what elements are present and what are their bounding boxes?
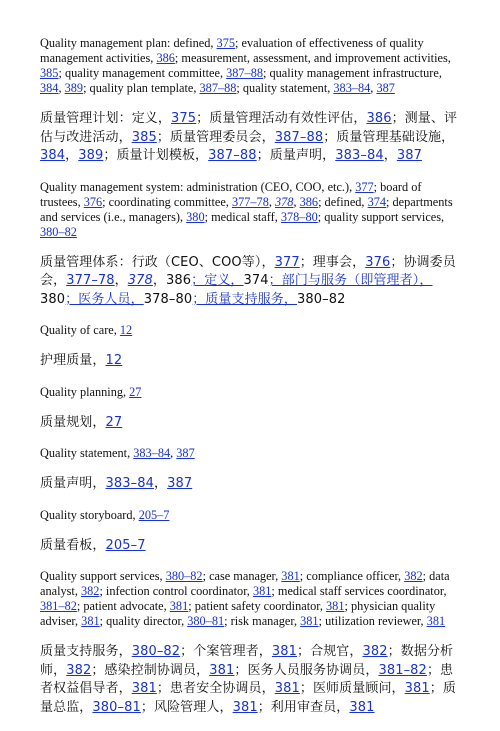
page-reference-link[interactable]: 389	[64, 81, 84, 95]
page-reference-link[interactable]: 386	[156, 51, 175, 65]
page-reference-link[interactable]: 205–7	[138, 507, 170, 522]
page-reference-link[interactable]: 378–80	[280, 209, 318, 224]
entry-text: ; quality statement,	[236, 81, 334, 95]
page-reference-link[interactable]: 377	[274, 254, 300, 270]
entry-text: ；数据分析师，	[40, 644, 454, 678]
page-reference-link[interactable]: 381	[169, 599, 189, 613]
entry-text: ; quality management committee,	[58, 66, 227, 80]
page-reference-link[interactable]: 27	[129, 384, 142, 399]
page-reference-link[interactable]: 380–81	[92, 699, 141, 715]
entry-text: ; data analyst,	[40, 569, 450, 598]
page-reference-link[interactable]: ；定义，	[191, 273, 244, 288]
entry-text: 380–82	[297, 291, 346, 307]
index-entry-en	[40, 508, 462, 523]
page-reference-link[interactable]: 381	[232, 699, 258, 715]
entry-text: ,	[370, 81, 377, 95]
entry-text: ; quality support services,	[317, 209, 445, 224]
page-reference-link[interactable]: 385	[40, 66, 59, 80]
entry-text: 质量规划，	[40, 414, 106, 430]
entry-text: Quality management plan: defined,	[40, 36, 217, 50]
page-reference-link[interactable]: 387–88	[199, 81, 237, 95]
page-reference-link[interactable]: 382	[362, 644, 388, 659]
entry-text: Quality planning,	[40, 384, 130, 399]
entry-text: ；患者权益倡导者，	[40, 662, 454, 696]
entry-text: ; case manager,	[202, 569, 282, 583]
page-reference-link[interactable]: 381	[349, 699, 375, 715]
entry-text: Quality storyboard,	[40, 507, 139, 522]
page-reference-link[interactable]: 380–82	[40, 224, 77, 239]
page-reference-link[interactable]: 382	[80, 584, 100, 598]
page-reference-link[interactable]: 380	[186, 209, 205, 224]
page-reference-link[interactable]: 387	[396, 148, 422, 163]
page-reference-link[interactable]: 387–88	[208, 148, 257, 163]
entry-text: ；质量计划模板，	[103, 148, 209, 163]
entry-text: Quality statement,	[40, 446, 134, 460]
entry-text: ; utilization reviewer,	[318, 614, 427, 628]
page-reference-link[interactable]: 383–84	[335, 148, 384, 163]
page-reference-link[interactable]: 377–78	[66, 273, 115, 288]
page-reference-link[interactable]: 383–84	[133, 446, 171, 460]
page-reference-link[interactable]: 381	[281, 569, 300, 583]
page-reference-link[interactable]: ；部门与服务（即管理者），	[268, 273, 433, 288]
entry-text: ；质量管理活动有效性评估，	[196, 111, 367, 126]
entry-text: ；合规官，	[297, 644, 363, 659]
page-reference-link[interactable]: 12	[105, 353, 123, 368]
page-reference-link[interactable]: 387–88	[226, 66, 264, 80]
entry-text: ，	[114, 273, 128, 288]
page-reference-link[interactable]: 374	[367, 194, 387, 209]
entry-text: 374	[243, 273, 269, 288]
page-reference-link[interactable]: 380–82	[131, 644, 181, 659]
entry-text: ; board of trustees,	[40, 179, 422, 209]
entry-text: 质量管理体系：行政（CEO、COO等），	[40, 254, 275, 270]
entry-text: ; defined,	[318, 194, 368, 209]
entry-text: ；质量总监，	[40, 681, 456, 715]
page-reference-link[interactable]: 381	[252, 584, 272, 598]
entry-text: ; quality plan template,	[83, 81, 200, 95]
entry-text: ；风险管理人，	[140, 699, 233, 715]
index-entry-en	[40, 323, 462, 338]
page-reference-link[interactable]: 387	[167, 476, 193, 491]
entry-text: ,	[293, 194, 300, 209]
entry-text: ,	[58, 81, 65, 95]
page-reference-link[interactable]: 381	[326, 599, 345, 613]
page-reference-link[interactable]: 381–82	[378, 662, 427, 678]
entry-text: ；个案管理者，	[180, 644, 272, 659]
page-reference-link[interactable]: 384	[40, 148, 66, 163]
page-reference-link[interactable]: ；质量支持服务，	[192, 291, 298, 307]
index-entry-zh	[40, 352, 462, 371]
entry-text: ，	[383, 148, 397, 163]
page-reference-link[interactable]: 381	[131, 681, 157, 696]
page-reference-link[interactable]: 205–7	[105, 537, 146, 553]
entry-text: ; risk manager,	[224, 614, 301, 628]
page-reference-link[interactable]: 386	[366, 111, 392, 126]
page-reference-link[interactable]: ；医务人员，	[65, 291, 144, 307]
page-reference-link[interactable]: 12	[119, 323, 133, 337]
page-reference-link[interactable]: 377–78	[231, 194, 269, 209]
entry-text: 质量看板，	[40, 537, 106, 553]
entry-text: 质量管理计划：定义，	[40, 111, 172, 126]
page-reference-link[interactable]: 384	[40, 81, 59, 95]
index-entry-en	[40, 446, 462, 461]
index-entry-zh	[40, 414, 462, 433]
entry-text: ；医师质量顾问，	[299, 681, 405, 696]
entry-text: ；协调委员会，	[40, 254, 456, 288]
index-page	[40, 36, 462, 731]
entry-text: ; measurement, assessment, and improvement activities,	[174, 51, 451, 65]
entry-text: Quality of care,	[40, 323, 120, 337]
page-reference-link[interactable]: 381	[209, 662, 235, 678]
entry-text: ，	[153, 476, 168, 491]
entry-text: ；感染控制协调员，	[91, 662, 210, 678]
page-reference-link[interactable]: 378	[275, 194, 294, 209]
page-reference-link[interactable]: 383–84	[333, 81, 371, 95]
entry-text: Quality support services,	[40, 569, 166, 583]
entry-text: 378–80	[143, 291, 193, 307]
page-reference-link[interactable]: 381	[300, 614, 319, 628]
page-reference-link[interactable]: 377	[355, 179, 374, 194]
entry-text: ; quality management infrastructure,	[263, 66, 442, 80]
page-reference-link[interactable]: 381–82	[40, 599, 77, 613]
page-reference-link[interactable]: 380–81	[187, 614, 225, 628]
entry-text: ；理事会，	[299, 254, 366, 270]
entry-text: ; quality director,	[99, 614, 188, 628]
index-entry-en	[40, 180, 462, 240]
entry-text: ; evaluation of effectiveness of quality management activities,	[40, 36, 424, 65]
entry-text: ; physician quality adviser,	[40, 599, 436, 628]
index-entry-en	[40, 385, 462, 400]
index-entry-zh	[40, 110, 462, 166]
page-reference-link[interactable]: 376	[365, 254, 391, 270]
page-reference-link[interactable]: 376	[83, 194, 103, 209]
page-reference-link[interactable]: 381	[426, 614, 446, 628]
page-reference-link[interactable]: 380–82	[165, 569, 203, 583]
entry-text: ; departments and services (i.e., managers),	[40, 194, 453, 224]
page-reference-link[interactable]: 381	[81, 614, 100, 628]
page-reference-link[interactable]: 375	[216, 36, 235, 50]
entry-text: 护理质量，	[40, 353, 106, 368]
entry-text: ; medical staff services coordinator,	[271, 584, 447, 598]
index-entry-zh	[40, 475, 462, 494]
page-reference-link[interactable]: 382	[404, 569, 423, 583]
entry-text: 质量声明，	[40, 476, 106, 491]
entry-text: ; infection control coordinator,	[99, 584, 253, 598]
page-reference-link[interactable]: 387	[176, 446, 195, 460]
page-reference-link[interactable]: 385	[131, 129, 157, 145]
entry-text: ；利用审查员，	[257, 699, 350, 715]
index-entry-zh	[40, 254, 462, 310]
entry-text: ; patient safety coordinator,	[188, 599, 327, 613]
page-reference-link[interactable]: 381	[404, 681, 430, 696]
page-reference-link[interactable]: 382	[66, 662, 92, 678]
entry-text: ; medical staff,	[204, 209, 281, 224]
entry-text: ；医务人员服务协调员，	[234, 662, 379, 678]
page-reference-link[interactable]: 381	[271, 644, 297, 659]
entry-text: ；患者安全协调员，	[156, 681, 275, 696]
entry-text: ; patient advocate,	[76, 599, 170, 613]
page-reference-link[interactable]: 386	[299, 194, 319, 209]
entry-text: ；质量声明，	[256, 148, 336, 163]
entry-text: ，386	[152, 273, 192, 288]
entry-text: Quality management system: administration (CEO, COO, etc.),	[40, 179, 356, 194]
page-reference-link[interactable]: 383–84	[105, 476, 154, 491]
page-reference-link[interactable]: 378	[127, 273, 153, 288]
entry-text: 质量支持服务，	[40, 644, 132, 659]
entry-text: ；测量、评估与改进活动，	[40, 111, 458, 145]
page-reference-link[interactable]: 27	[105, 414, 123, 430]
entry-text: ；质量管理委员会，	[156, 129, 275, 145]
entry-text: ; compliance officer,	[299, 569, 405, 583]
entry-text: ,	[268, 194, 275, 209]
page-reference-link[interactable]: 389	[78, 148, 104, 163]
entry-text: ，	[65, 148, 79, 163]
index-entry-en	[40, 36, 462, 96]
entry-text: ；质量管理基础设施，	[323, 129, 455, 145]
page-reference-link[interactable]: 375	[171, 111, 197, 126]
page-reference-link[interactable]: 381	[274, 681, 300, 696]
entry-text: ; coordinating committee,	[102, 194, 232, 209]
entry-text: 380	[40, 291, 66, 307]
index-entry-zh	[40, 537, 462, 556]
page-reference-link[interactable]: 387–88	[274, 129, 324, 145]
page-reference-link[interactable]: 387	[376, 81, 395, 95]
entry-text: ,	[170, 446, 177, 460]
index-entry-en	[40, 569, 462, 629]
